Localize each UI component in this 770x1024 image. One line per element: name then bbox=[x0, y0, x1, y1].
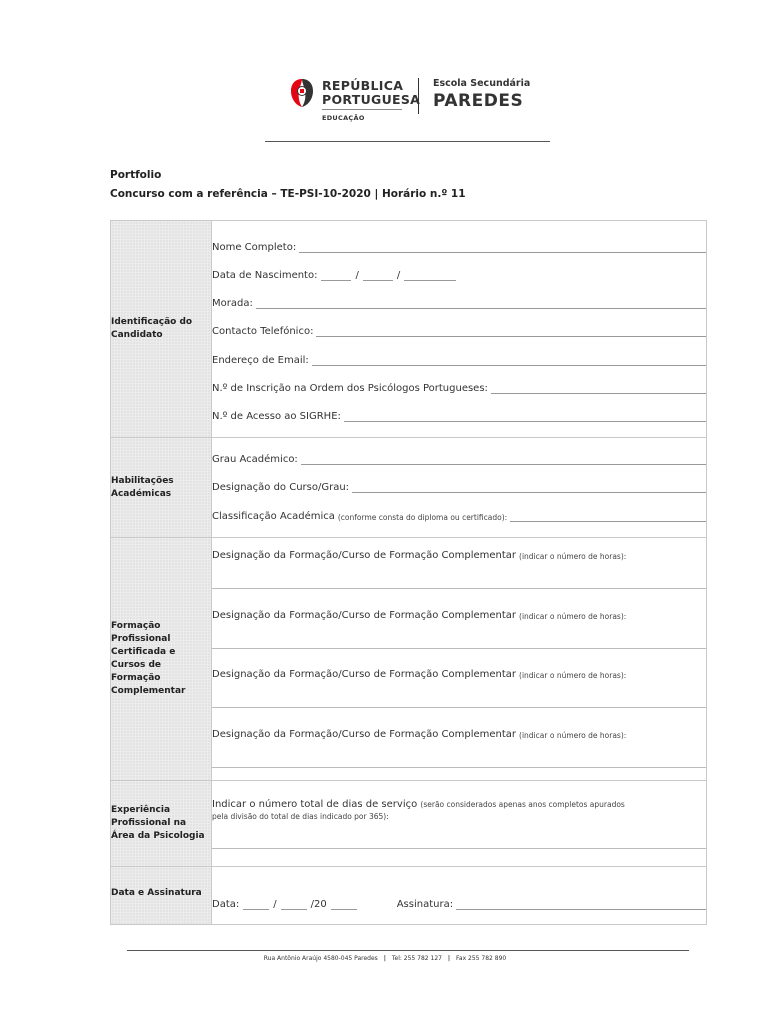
nascimento-day-input[interactable] bbox=[321, 271, 351, 281]
page-footer: Rua Antônio Araújo 4580-045 Paredes | Tel: 255 782 127 | Fax 255 782 890 bbox=[263, 955, 507, 962]
data-month-input[interactable] bbox=[281, 900, 307, 910]
classificacao-input[interactable] bbox=[510, 512, 706, 522]
footer-rule bbox=[127, 950, 689, 951]
section-label: Identificação do Candidato bbox=[111, 221, 212, 438]
section-formacao bbox=[111, 538, 707, 781]
morada-input[interactable] bbox=[256, 299, 706, 309]
portugal-emblem-icon bbox=[290, 78, 314, 108]
experiencia-instructions: Indicar o número total de dias de serviço (serão considerados apenas anos completos apurados pela divisão do total de dias indicado por 365): bbox=[212, 798, 625, 821]
formacao-input-2[interactable] bbox=[212, 647, 706, 649]
document-subtitle: Concurso com a referência – TE-PSI-10-2020 | Horário n.º 11 bbox=[110, 188, 466, 200]
formacao-item[interactable]: Designação da Formação/Curso de Formação Complementar (indicar o número de horas): bbox=[212, 729, 706, 768]
email-input[interactable] bbox=[312, 356, 706, 366]
grau-input[interactable] bbox=[301, 455, 706, 465]
nascimento-year-input[interactable] bbox=[404, 271, 456, 281]
republica-portuguesa-logo bbox=[290, 76, 421, 126]
document-title: Portfolio bbox=[110, 169, 162, 181]
school-name: PAREDES bbox=[433, 91, 524, 111]
data-day-input[interactable] bbox=[243, 900, 269, 910]
field-acesso-sigrhe[interactable]: N.º de Acesso ao SIGRHE: bbox=[212, 411, 706, 422]
header-underline bbox=[265, 141, 550, 142]
field-nome-completo[interactable]: Nome Completo: bbox=[212, 242, 706, 253]
field-grau-academico[interactable]: Grau Académico: bbox=[212, 454, 706, 465]
field-inscricao-ordem[interactable]: N.º de Inscrição na Ordem dos Psicólogos Portugueses: bbox=[212, 383, 706, 394]
logo-text-portuguesa: PORTUGUESA bbox=[322, 92, 421, 107]
portfolio-form bbox=[110, 220, 707, 925]
field-designacao-curso[interactable]: Designação do Curso/Grau: bbox=[212, 482, 706, 493]
footer-fax: Fax 255 782 890 bbox=[456, 955, 507, 962]
footer-address: Rua Antônio Araújo 4580-045 Paredes bbox=[263, 955, 378, 962]
logo-text-republica: REPÚBLICA bbox=[322, 78, 404, 93]
section-assinatura bbox=[111, 867, 707, 925]
section-habilitacoes bbox=[111, 438, 707, 538]
formacao-item[interactable]: Designação da Formação/Curso de Formação Complementar (indicar o número de horas): bbox=[212, 550, 706, 589]
section-identificacao bbox=[111, 221, 707, 438]
formacao-input-3[interactable] bbox=[212, 706, 706, 708]
formacao-item[interactable]: Designação da Formação/Curso de Formação Complementar (indicar o número de horas): bbox=[212, 610, 706, 649]
field-morada[interactable]: Morada: bbox=[212, 298, 706, 309]
logo-text-educacao: EDUCAÇÃO bbox=[322, 114, 365, 122]
formacao-input-1[interactable] bbox=[212, 587, 706, 589]
inscricao-input[interactable] bbox=[491, 384, 706, 394]
section-experiencia bbox=[111, 781, 707, 867]
school-subtitle: Escola Secundária bbox=[433, 78, 531, 89]
assinatura-input[interactable] bbox=[456, 900, 706, 910]
section-label: Habilitações Académicas bbox=[111, 438, 212, 538]
formacao-input-4[interactable] bbox=[212, 766, 706, 768]
experiencia-input[interactable] bbox=[212, 847, 706, 849]
curso-input[interactable] bbox=[352, 483, 706, 493]
field-classificacao[interactable]: Classificação Académica (conforme consta do diploma ou certificado): bbox=[212, 511, 706, 522]
field-email[interactable]: Endereço de Email: bbox=[212, 355, 706, 366]
logo-rule bbox=[322, 109, 402, 110]
nome-completo-input[interactable] bbox=[299, 243, 706, 253]
contacto-input[interactable] bbox=[316, 327, 706, 337]
footer-tel: Tel: 255 782 127 bbox=[391, 955, 442, 962]
field-data-assinatura[interactable]: Data: / /20 Assinatura: bbox=[212, 899, 706, 910]
page-header bbox=[0, 70, 770, 130]
section-label: Formação Profissional Certificada e Cursos de Formação Complementar bbox=[111, 538, 212, 781]
formacao-item[interactable]: Designação da Formação/Curso de Formação Complementar (indicar o número de horas): bbox=[212, 669, 706, 708]
acesso-sigrhe-input[interactable] bbox=[344, 412, 706, 422]
field-contacto[interactable]: Contacto Telefónico: bbox=[212, 326, 706, 337]
section-label: Data e Assinatura bbox=[111, 867, 212, 925]
nascimento-month-input[interactable] bbox=[363, 271, 393, 281]
field-data-nascimento[interactable]: Data de Nascimento: / / bbox=[212, 270, 706, 281]
header-divider bbox=[418, 78, 419, 114]
data-year-input[interactable] bbox=[331, 900, 357, 910]
section-label: Experiência Profissional na Área da Psicologia bbox=[111, 781, 212, 867]
